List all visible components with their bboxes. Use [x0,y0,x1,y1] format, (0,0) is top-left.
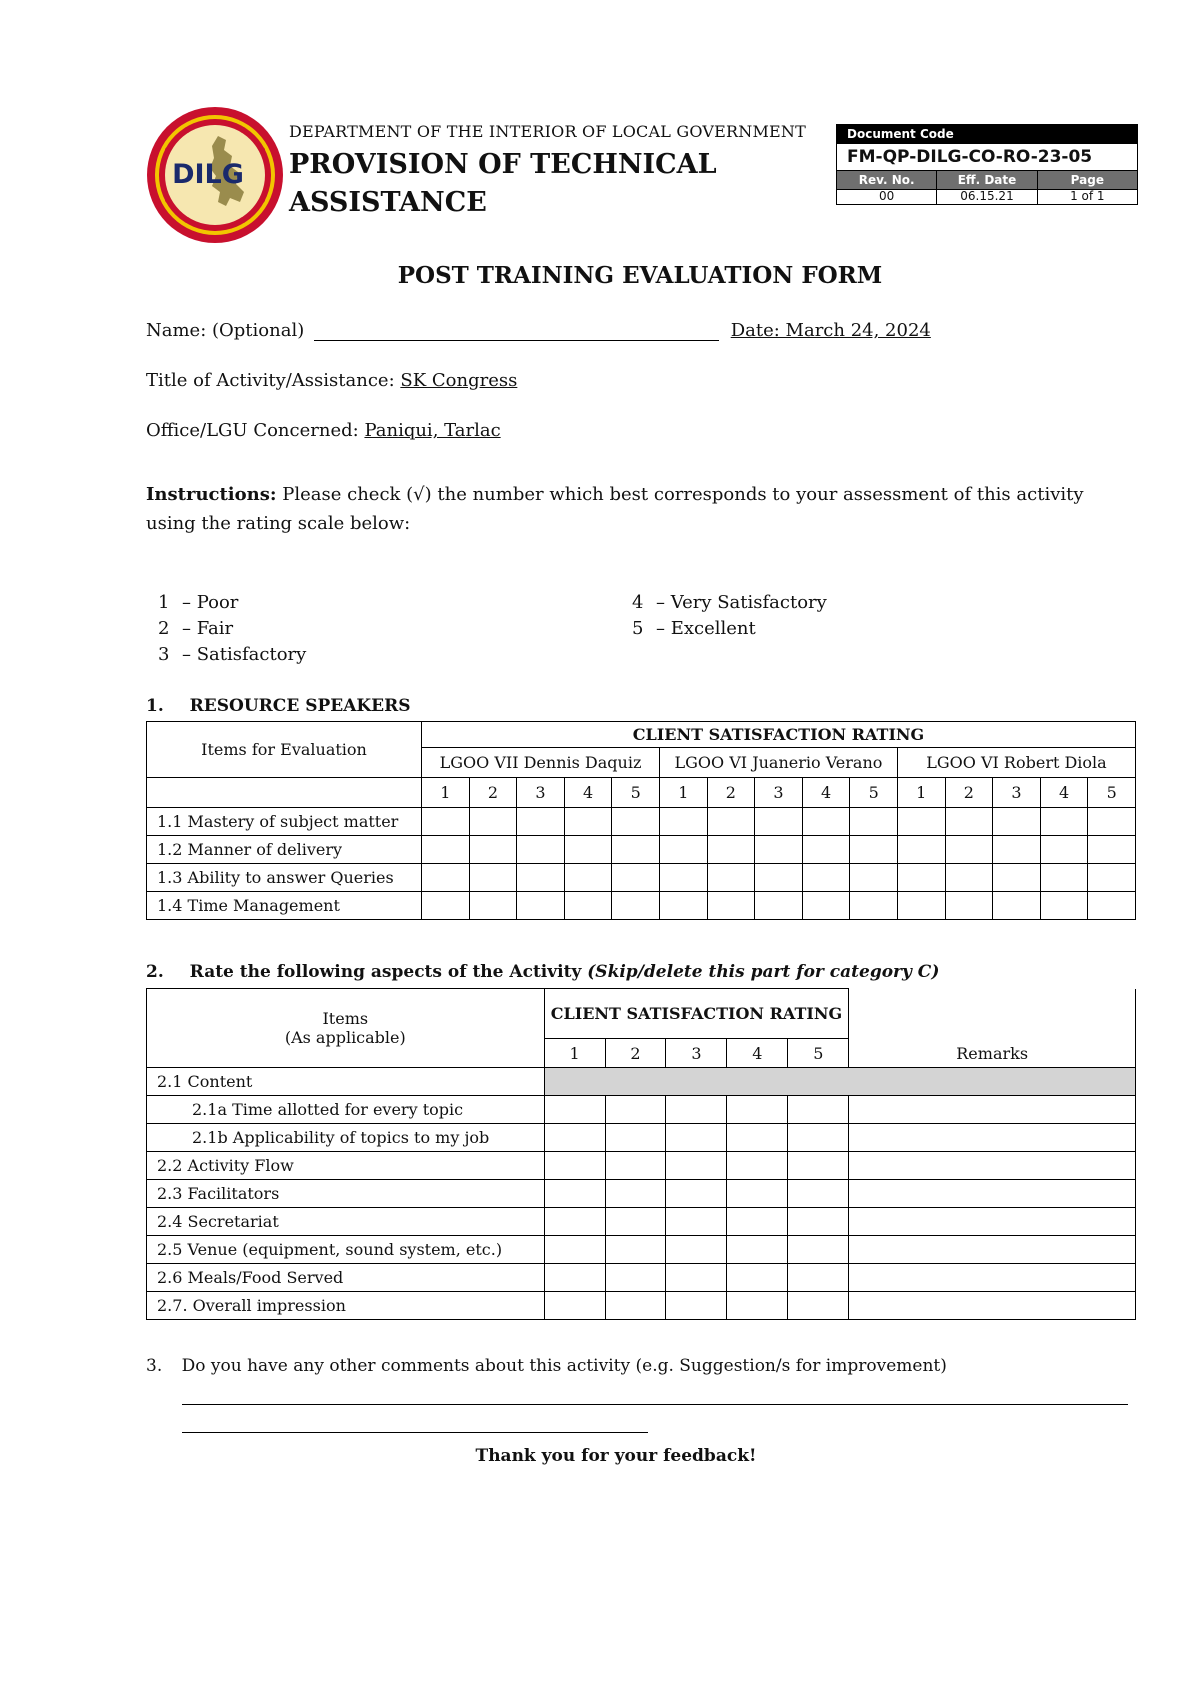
date-field: Date: March 24, 2024 [730,320,931,341]
rating-cell[interactable] [788,1292,849,1320]
rating-cell[interactable] [469,836,517,864]
score-header: 2 [707,778,755,808]
table-row [147,1292,1136,1320]
section1-number: 1. [146,696,164,716]
evaluation-item: 1.3 Ability to answer Queries [147,864,422,892]
dilg-logo [146,106,284,244]
rating-cell[interactable] [666,1264,727,1292]
rating-cell[interactable] [422,892,470,920]
rating-cell[interactable] [666,1236,727,1264]
aspect-item: 2.5 Venue (equipment, sound system, etc.) [147,1236,545,1264]
rating-cell[interactable] [755,808,803,836]
rating-cell[interactable] [517,836,565,864]
activity-aspects-table [146,988,1136,1320]
score-header: 1 [659,778,707,808]
activity-title-label: Title of Activity/Assistance: [146,370,395,391]
evaluation-item: 1.2 Manner of delivery [147,836,422,864]
document-code-box [836,124,1138,205]
rating-cell[interactable] [564,836,612,864]
rating-cell[interactable] [605,1264,666,1292]
rating-cell[interactable] [897,892,945,920]
rating-header: CLIENT SATISFACTION RATING [544,989,849,1039]
rating-cell[interactable] [469,864,517,892]
rating-cell[interactable] [788,1124,849,1152]
scale-label: – Satisfactory [182,644,307,665]
name-field [146,320,931,341]
evaluation-item: 1.1 Mastery of subject matter [147,808,422,836]
rating-cell[interactable] [612,808,660,836]
rating-cell[interactable] [1088,808,1136,836]
rating-header: CLIENT SATISFACTION RATING [422,722,1136,748]
eff-date-value: 06.15.21 [937,189,1037,204]
rating-cell[interactable] [544,1292,605,1320]
rating-cell[interactable] [727,1124,788,1152]
rating-cell[interactable] [422,808,470,836]
remarks-cell[interactable] [849,1208,1136,1236]
rating-cell[interactable] [605,1236,666,1264]
instructions-label: Instructions: [146,484,277,505]
scale-item [158,642,306,668]
rating-cell[interactable] [850,892,898,920]
rating-cell[interactable] [544,1124,605,1152]
rating-cell[interactable] [544,1180,605,1208]
aspect-item: 2.4 Secretariat [147,1208,545,1236]
score-header: 1 [422,778,470,808]
score-header: 5 [850,778,898,808]
rating-scale-right [632,590,827,642]
score-header: 1 [897,778,945,808]
remarks-cell[interactable] [849,1152,1136,1180]
rating-cell[interactable] [727,1292,788,1320]
rating-cell[interactable] [850,864,898,892]
eff-date-label: Eff. Date [937,171,1037,189]
activity-title-value: SK Congress [400,370,518,391]
score-header: 4 [564,778,612,808]
table-row [147,1264,1136,1292]
document-title-line2: ASSISTANCE [289,187,487,218]
form-title: POST TRAINING EVALUATION FORM [397,262,883,289]
score-header: 5 [788,1039,849,1068]
rating-cell[interactable] [788,1264,849,1292]
aspect-item: 2.2 Activity Flow [147,1152,545,1180]
scale-label: – Poor [182,592,239,613]
rating-cell[interactable] [945,892,993,920]
scale-num: 2 [158,618,170,639]
rating-cell[interactable] [788,1208,849,1236]
document-code-label: Document Code [837,125,1137,144]
score-header: 4 [1040,778,1088,808]
score-header: 2 [945,778,993,808]
aspect-item: 2.3 Facilitators [147,1180,545,1208]
score-header: 2 [469,778,517,808]
remarks-cell[interactable] [849,1180,1136,1208]
department-name: DEPARTMENT OF THE INTERIOR OF LOCAL GOVERNMENT [289,122,806,141]
document-title-line1: PROVISION OF TECHNICAL [289,149,717,180]
remarks-cell[interactable] [849,1124,1136,1152]
page-value: 1 of 1 [1038,189,1137,204]
rating-cell[interactable] [544,1208,605,1236]
name-label: Name: (Optional) [146,320,305,341]
remarks-cell[interactable] [849,1236,1136,1264]
page-label: Page [1038,171,1137,189]
table-row [147,864,1136,892]
aspect-item: 2.1b Applicability of topics to my job [147,1124,545,1152]
table-row [147,1236,1136,1264]
rating-cell[interactable] [945,836,993,864]
score-header: 3 [993,778,1041,808]
rating-cell[interactable] [707,892,755,920]
score-header: 1 [544,1039,605,1068]
rating-cell[interactable] [605,1152,666,1180]
rating-cell[interactable] [605,1208,666,1236]
scale-item [158,590,306,616]
rating-cell[interactable] [544,1264,605,1292]
items-header: Items for Evaluation [147,722,422,778]
rating-cell[interactable] [945,864,993,892]
remarks-header: Remarks [849,989,1136,1068]
remarks-cell[interactable] [849,1292,1136,1320]
evaluation-item: 1.4 Time Management [147,892,422,920]
rating-cell[interactable] [666,1124,727,1152]
rating-cell[interactable] [707,864,755,892]
scale-item [632,590,827,616]
rating-cell[interactable] [469,892,517,920]
rating-cell[interactable] [1040,808,1088,836]
rating-cell[interactable] [422,864,470,892]
rating-cell[interactable] [612,836,660,864]
score-header: 2 [605,1039,666,1068]
rating-cell[interactable] [788,1180,849,1208]
section1-heading [146,696,411,716]
rating-cell[interactable] [727,1096,788,1124]
rating-cell[interactable] [755,864,803,892]
remarks-cell[interactable] [849,1096,1136,1124]
rating-cell[interactable] [727,1208,788,1236]
rating-cell[interactable] [993,864,1041,892]
score-header: 5 [1088,778,1136,808]
rating-cell[interactable] [802,836,850,864]
items-header [147,989,545,1068]
rating-cell[interactable] [993,892,1041,920]
office-label: Office/LGU Concerned: [146,420,359,441]
rating-cell[interactable] [802,864,850,892]
rating-cell[interactable] [755,836,803,864]
rating-cell[interactable] [727,1264,788,1292]
section2-number: 2. [146,962,164,982]
score-header: 5 [612,778,660,808]
rating-cell[interactable] [517,892,565,920]
rating-cell[interactable] [788,1152,849,1180]
office-value: Paniqui, Tarlac [364,420,501,441]
section2-title: Rate the following aspects of the Activity [189,962,582,982]
scale-num: 5 [632,618,644,639]
scale-num: 1 [158,592,170,613]
section3-heading [146,1356,947,1376]
rating-cell[interactable] [564,808,612,836]
remarks-cell[interactable] [849,1264,1136,1292]
closing-message: Thank you for your feedback! [475,1446,757,1466]
instructions [146,480,1126,538]
rating-cell[interactable] [1088,864,1136,892]
score-header: 3 [666,1039,727,1068]
rating-cell[interactable] [707,808,755,836]
rev-no-value: 00 [837,189,937,204]
table-row [147,1096,1136,1124]
rating-cell[interactable] [727,1236,788,1264]
scale-num: 4 [632,592,644,613]
office-field [146,420,501,441]
rating-cell[interactable] [897,836,945,864]
table-row [147,892,1136,920]
rating-cell[interactable] [659,892,707,920]
section2-note: (Skip/delete this part for category C) [587,962,940,982]
rating-cell[interactable] [993,836,1041,864]
rating-cell[interactable] [605,1180,666,1208]
score-header: 4 [727,1039,788,1068]
document-code-value-row [837,189,1137,204]
scale-label: – Fair [182,618,234,639]
rating-cell[interactable] [612,864,660,892]
rating-scale-left [158,590,306,668]
items-header-subtitle: (As applicable) [284,1028,406,1047]
table-row [147,808,1136,836]
score-header: 3 [755,778,803,808]
aspect-item: 2.1 Content [147,1068,545,1096]
rating-cell[interactable] [605,1124,666,1152]
name-input-line[interactable] [314,320,719,341]
empty-header-cell [147,778,422,808]
rating-cell[interactable] [666,1096,727,1124]
items-header-title: Items [322,1009,369,1028]
rating-cell[interactable] [612,892,660,920]
rating-cell[interactable] [422,836,470,864]
rating-cell[interactable] [517,864,565,892]
rating-cell[interactable] [666,1180,727,1208]
rating-cell[interactable] [897,864,945,892]
rating-cell[interactable] [755,892,803,920]
scale-item [158,616,306,642]
scale-label: – Excellent [656,618,756,639]
rating-cell[interactable] [666,1152,727,1180]
rating-cell[interactable] [993,808,1041,836]
speaker-header: LGOO VI Robert Diola [897,748,1135,778]
section3-number: 3. [146,1356,163,1376]
rating-cell[interactable] [802,892,850,920]
section2-heading [146,962,939,982]
table-row [147,1208,1136,1236]
rating-cell[interactable] [544,1096,605,1124]
table-row [147,1068,1136,1096]
rating-cell[interactable] [1088,892,1136,920]
rating-cell[interactable] [1088,836,1136,864]
aspect-item: 2.7. Overall impression [147,1292,545,1320]
rev-no-label: Rev. No. [837,171,937,189]
shaded-cell [544,1068,1135,1096]
rating-cell[interactable] [945,808,993,836]
aspect-item: 2.1a Time allotted for every topic [147,1096,545,1124]
rating-cell[interactable] [1040,836,1088,864]
rating-cell[interactable] [659,808,707,836]
instructions-text: Please check (√) the number which best corresponds to your assessment of this activity using the rating scale below: [146,484,1084,534]
rating-cell[interactable] [850,808,898,836]
rating-cell[interactable] [666,1208,727,1236]
section3-question: Do you have any other comments about this activity (e.g. Suggestion/s for improvement) [181,1356,947,1376]
score-header: 4 [802,778,850,808]
rating-cell[interactable] [1040,892,1088,920]
rating-cell[interactable] [1040,864,1088,892]
comment-line[interactable] [182,1432,648,1433]
table-row [147,1124,1136,1152]
document-code-value: FM-QP-DILG-CO-RO-23-05 [837,144,1137,171]
rating-cell[interactable] [788,1236,849,1264]
rating-cell[interactable] [517,808,565,836]
rating-cell[interactable] [564,864,612,892]
rating-cell[interactable] [659,836,707,864]
rating-cell[interactable] [850,836,898,864]
score-header: 3 [517,778,565,808]
rating-cell[interactable] [605,1292,666,1320]
document-title [289,146,717,222]
rating-cell[interactable] [707,836,755,864]
resource-speakers-table [146,721,1136,920]
scale-num: 3 [158,644,170,665]
comment-line[interactable] [182,1404,1128,1405]
rating-cell[interactable] [544,1152,605,1180]
rating-cell[interactable] [469,808,517,836]
rating-cell[interactable] [897,808,945,836]
table-row [147,1152,1136,1180]
aspect-item: 2.6 Meals/Food Served [147,1264,545,1292]
rating-cell[interactable] [605,1096,666,1124]
rating-cell[interactable] [802,808,850,836]
rating-cell[interactable] [666,1292,727,1320]
table-row [147,836,1136,864]
rating-cell[interactable] [727,1152,788,1180]
document-code-header-row [837,171,1137,189]
rating-cell[interactable] [788,1096,849,1124]
scale-label: – Very Satisfactory [656,592,827,613]
logo-text: DILG [172,159,244,190]
rating-cell[interactable] [659,864,707,892]
scale-item [632,616,827,642]
rating-cell[interactable] [564,892,612,920]
activity-title-field [146,370,517,391]
rating-cell[interactable] [727,1180,788,1208]
section1-title: RESOURCE SPEAKERS [189,696,411,716]
speaker-header: LGOO VI Juanerio Verano [659,748,897,778]
speaker-header: LGOO VII Dennis Daquiz [422,748,660,778]
table-row [147,1180,1136,1208]
rating-cell[interactable] [544,1236,605,1264]
